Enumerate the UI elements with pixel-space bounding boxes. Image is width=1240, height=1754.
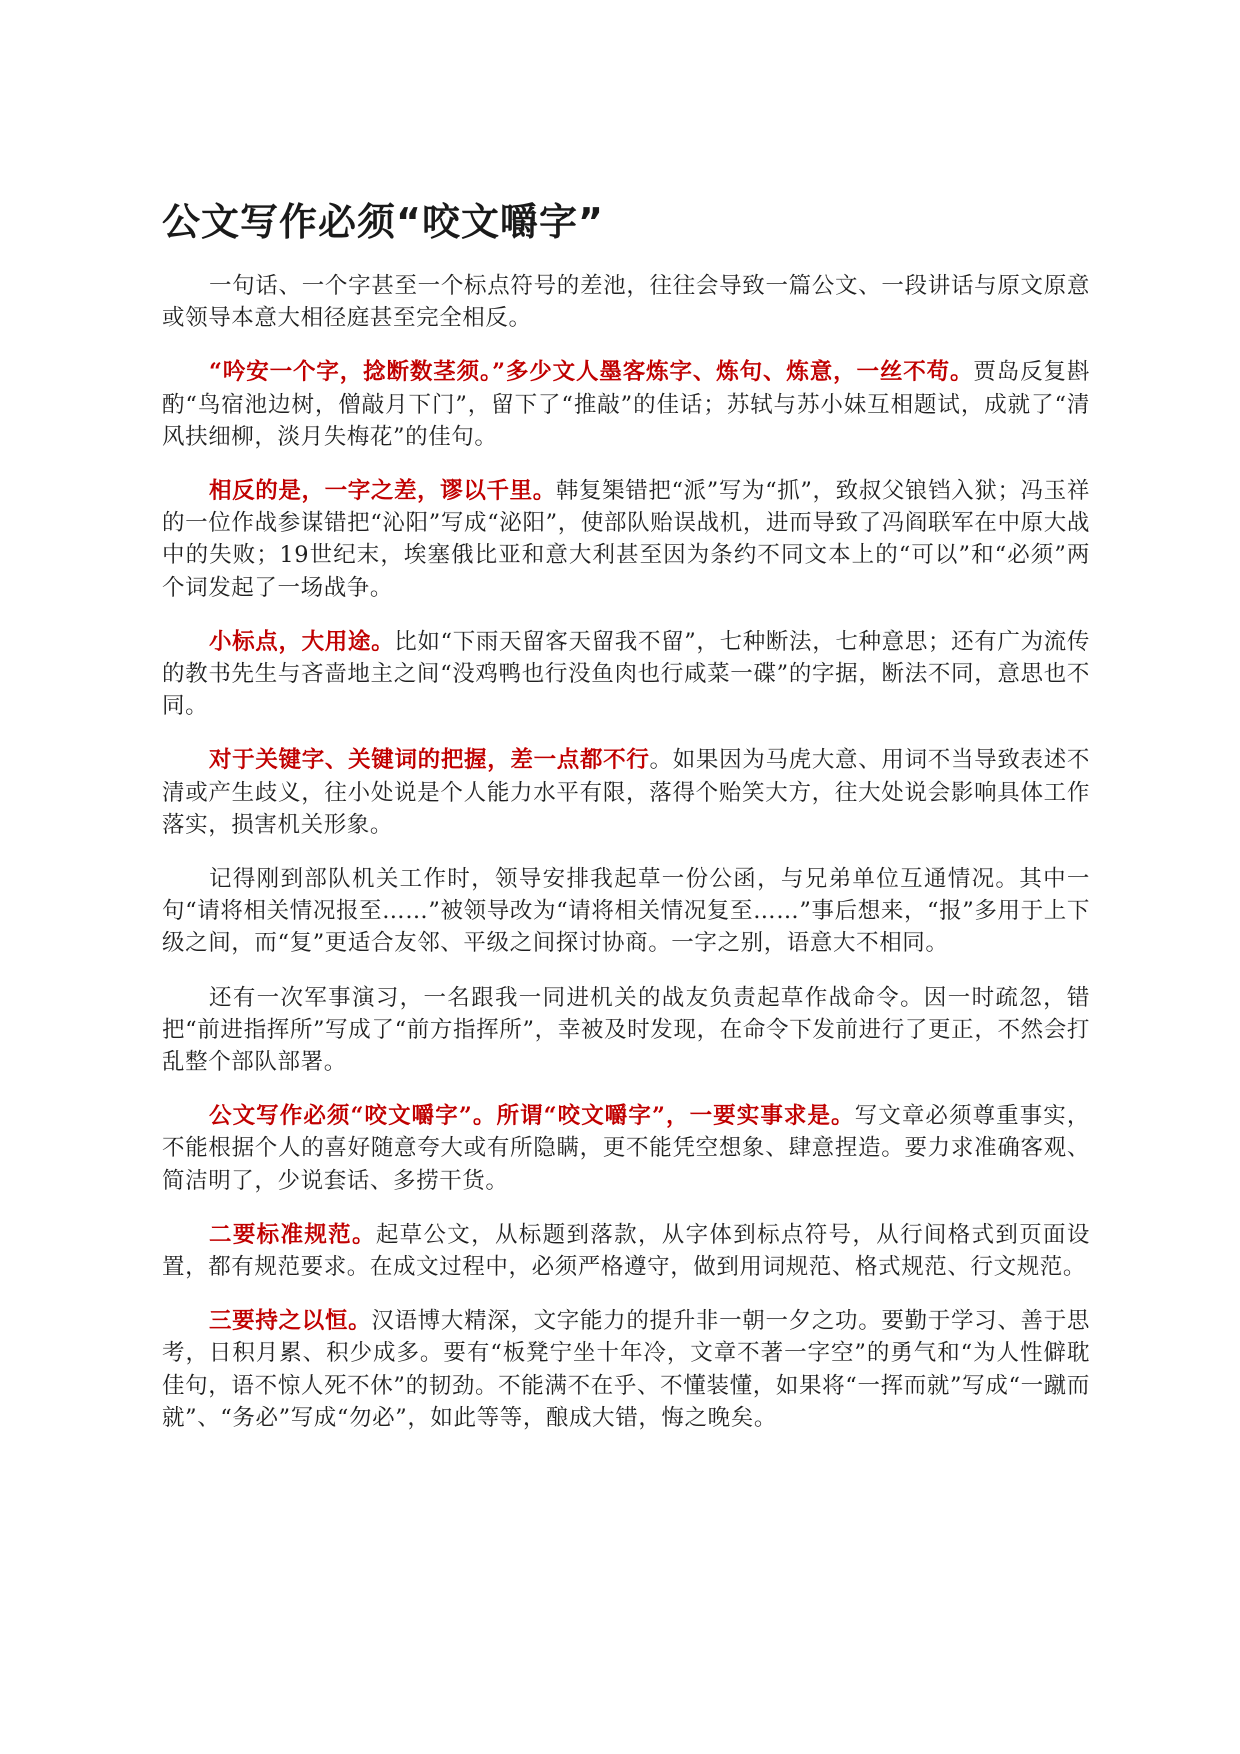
paragraph-highlight: 二要标准规范。: [209, 1221, 376, 1248]
paragraph-highlight: 公文写作必须“咬文嚼字”。所谓“咬文嚼字”，一要实事求是。: [209, 1103, 855, 1130]
paragraph-highlight: 相反的是，一字之差，谬以千里。: [209, 478, 556, 505]
paragraph-highlight: 对于关键字、关键词的把握，差一点都不行: [209, 747, 650, 774]
paragraph-1: [162, 270, 1090, 334]
paragraph-4: [162, 626, 1090, 723]
paragraph-9: [162, 1219, 1090, 1283]
paragraph-text: 比如“下雨天留客天留我不留”，七种断法，七种意思；还有广为流传的教书先生与吝啬地主之间“没鸡鸭也行没鱼肉也行咸菜一碟”的字据，断法不同，意思也不同。: [162, 628, 1090, 720]
paragraph-3: [162, 475, 1090, 604]
paragraph-6: [162, 863, 1090, 960]
paragraph-2: [162, 356, 1090, 453]
paragraph-text: 汉语博大精深，文字能力的提升非一朝一夕之功。要勤于学习、善于思考，日积月累、积少成多。要有“板凳宁坐十年冷，文章不著一字空”的勇气和“为人性僻耽佳句，语不惊人死不休”的韧劲。不能满不在乎、不懂装懂，如果将“一挥而就”写成“一蹴而就”、“务必”写成“勿必”，如此等等，酿成大错，悔之晚矣。: [162, 1308, 1090, 1431]
paragraph-text: 。如果因为马虎大意、用词不当导致表述不清或产生歧义，往小处说是个人能力水平有限，落得个贻笑大方，往大处说会影响具体工作落实，损害机关形象。: [162, 747, 1090, 838]
paragraph-7: [162, 982, 1090, 1079]
paragraph-text: 写文章必须尊重事实，不能根据个人的喜好随意夸大或有所隐瞒，更不能凭空想象、肆意捏造。要力求准确客观、简洁明了，少说套话、多捞干货。: [162, 1103, 1090, 1194]
paragraph-8: [162, 1100, 1090, 1197]
paragraph-highlight: “吟安一个字，捻断数茎须。”多少文人墨客炼字、炼句、炼意，一丝不苟。: [209, 359, 974, 386]
paragraph-5: [162, 744, 1090, 841]
paragraph-10: [162, 1305, 1090, 1434]
paragraph-text: 一句话、一个字甚至一个标点符号的差池，往往会导致一篇公文、一段讲话与原文原意或领导本意大相径庭甚至完全相反。: [162, 273, 1090, 332]
paragraph-text: 起草公文，从标题到落款，从字体到标点符号，从行间格式到页面设置，都有规范要求。在成文过程中，必须严格遵守，做到用词规范、格式规范、行文规范。: [162, 1221, 1090, 1281]
document-page: [162, 196, 1090, 1456]
paragraph-text: 记得刚到部队机关工作时，领导安排我起草一份公函，与兄弟单位互通情况。其中一句“请将相关情况报至……”被领导改为“请将相关情况复至……”事后想来，“报”多用于上下级之间，而“复”更适合友邻、平级之间探讨协商。一字之别，语意大不相同。: [162, 866, 1090, 957]
paragraph-highlight: 小标点，大用途。: [209, 628, 395, 655]
paragraph-highlight: 三要持之以恒。: [209, 1308, 372, 1335]
paragraph-text: 贾岛反复斟酌“鸟宿池边树，僧敲月下门”，留下了“推敲”的佳话；苏轼与苏小妹互相题试，成就了“清风扶细柳，淡月失梅花”的佳句。: [162, 359, 1090, 450]
page-title: 公文写作必须“咬文嚼字”: [162, 200, 604, 244]
paragraph-text: 还有一次军事演习，一名跟我一同进机关的战友负责起草作战命令。因一时疏忽，错把“前进指挥所”写成了“前方指挥所”，幸被及时发现，在命令下发前进行了更正，不然会打乱整个部队部署。: [162, 984, 1090, 1076]
paragraph-text: 韩复榘错把“派”写为“抓”，致叔父锒铛入狱；冯玉祥的一位作战参谋错把“沁阳”写成“泌阳”，使部队贻误战机，进而导致了冯阎联军在中原大战中的失败；19世纪末，埃塞俄比亚和意大利甚至因为条约不同文本上的“可以”和“必须”两个词发起了一场战争。: [162, 478, 1090, 601]
